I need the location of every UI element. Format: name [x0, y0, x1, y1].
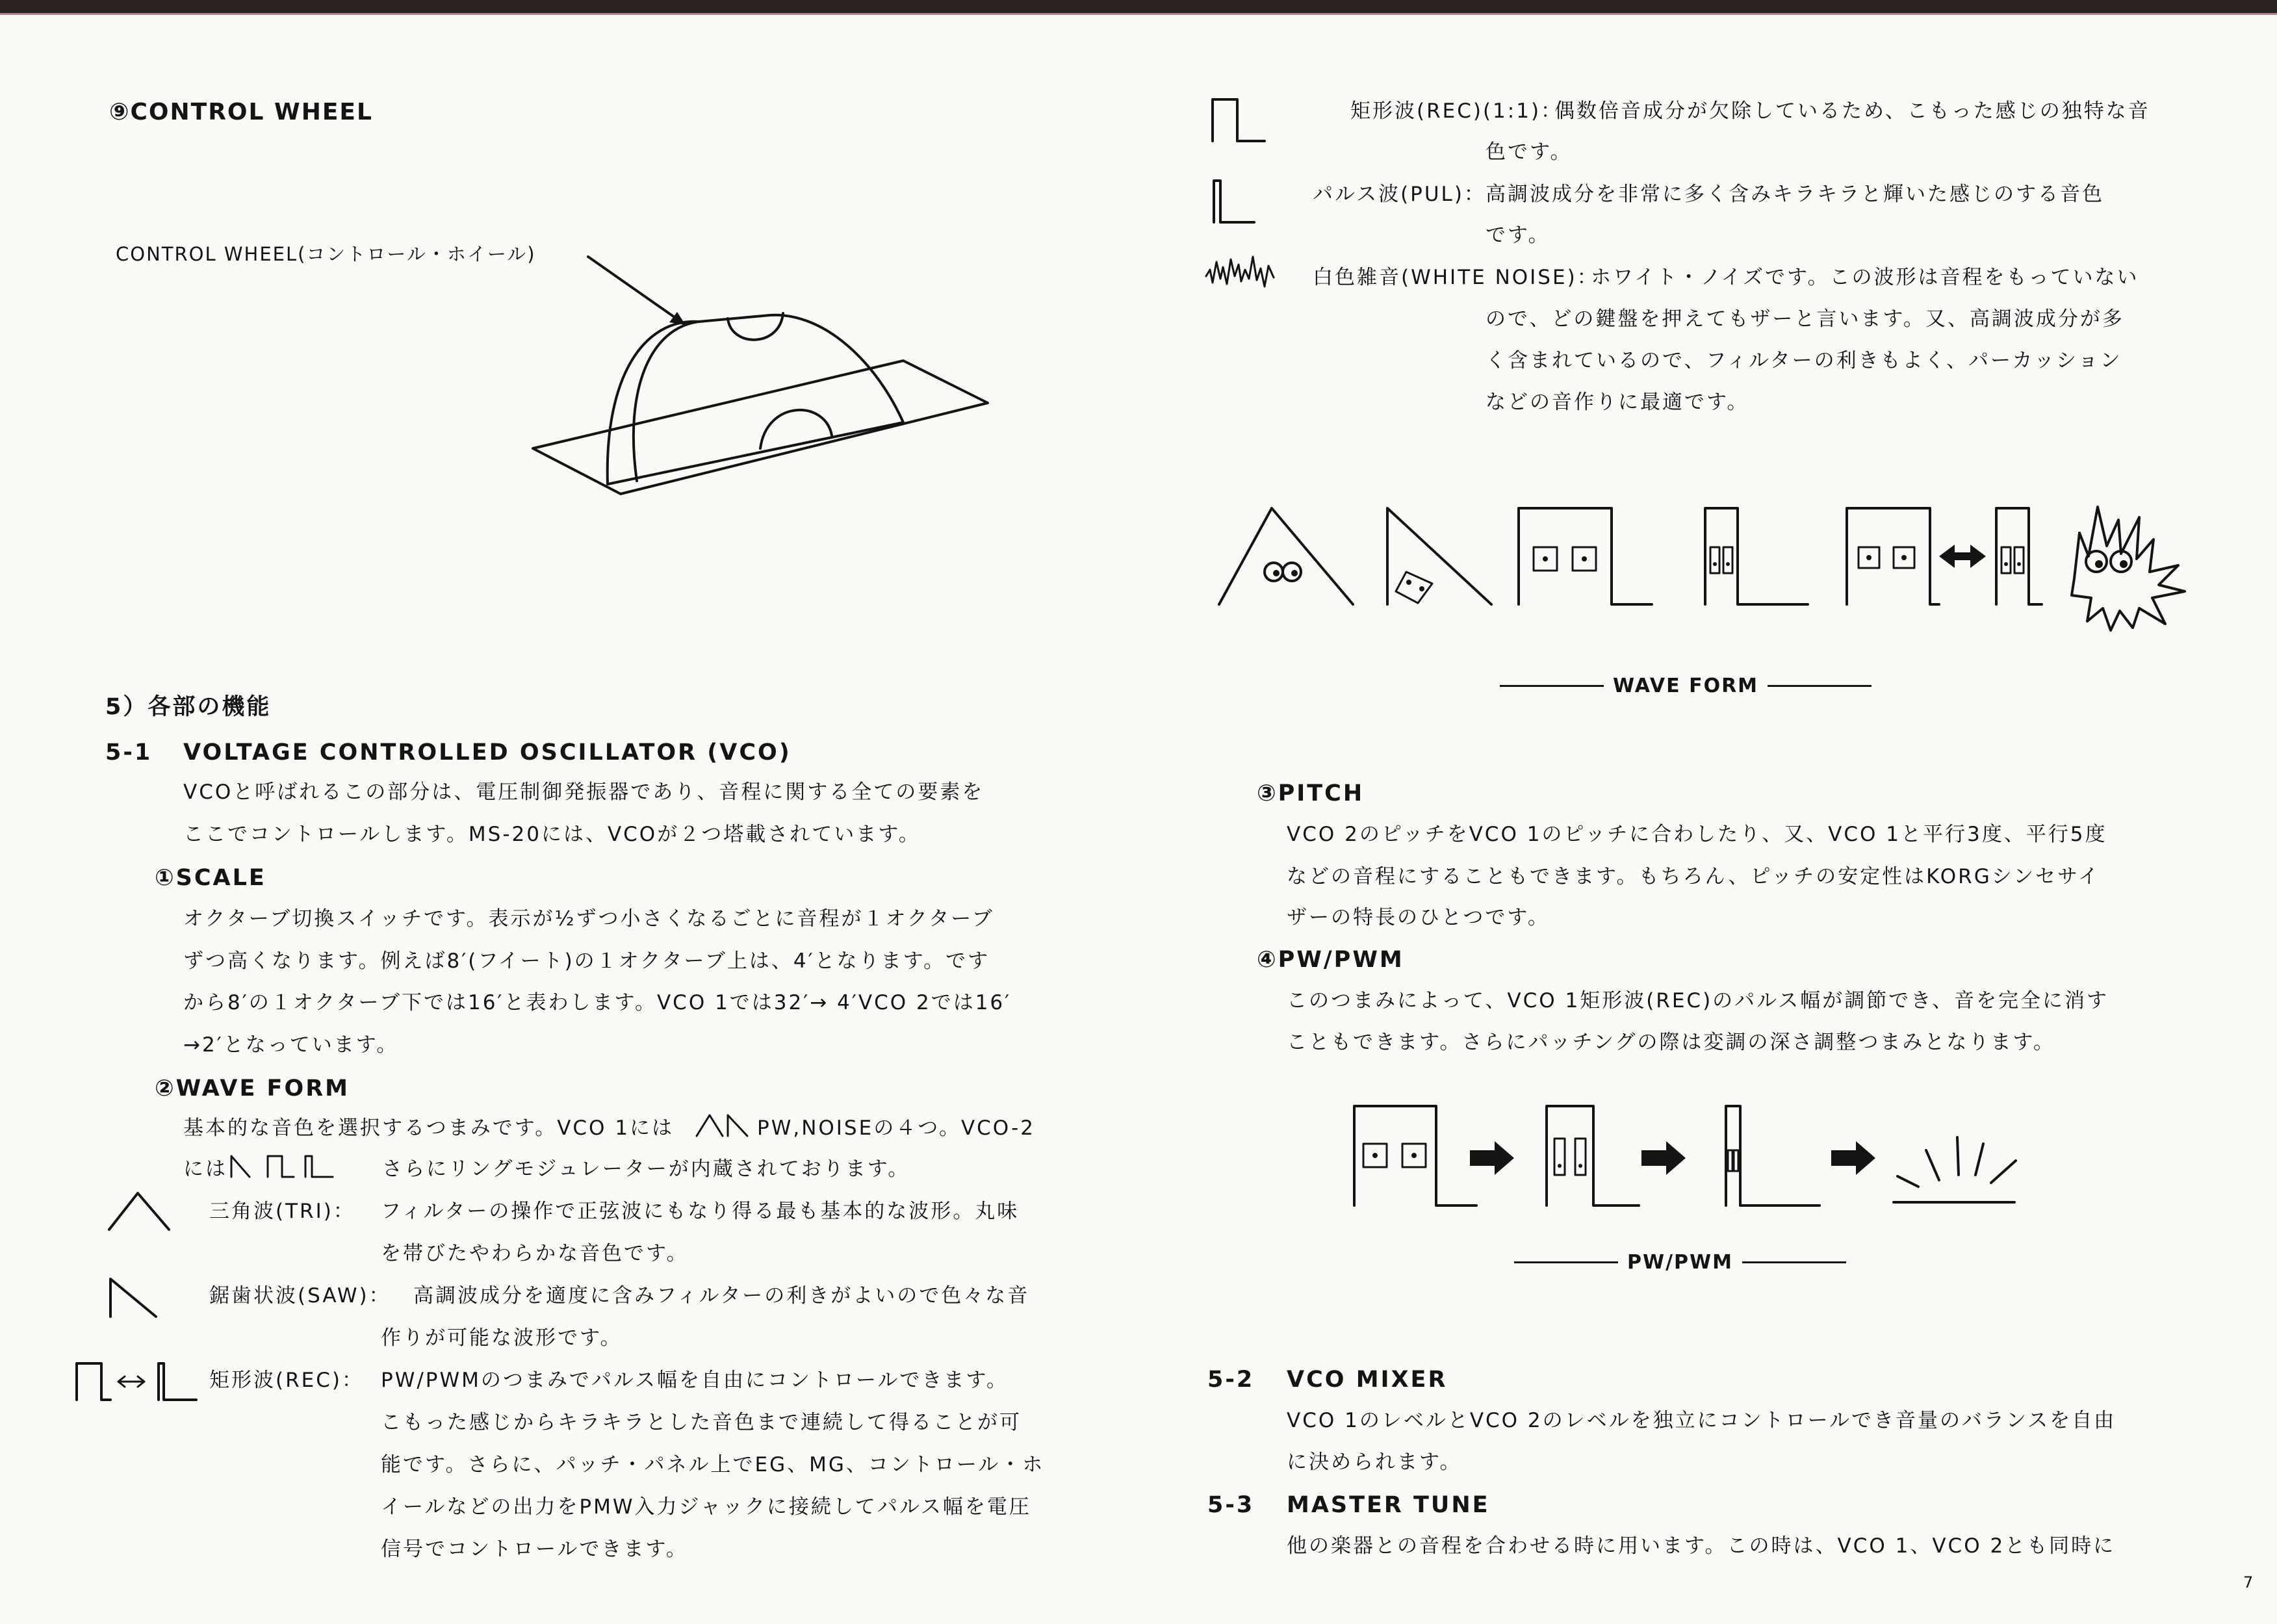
pitch-body-line: などの音程にすることもできます。もちろん、ピッチの安定性はKORGシンセサイ: [1287, 865, 2100, 888]
pwpwm-caption-text: PW/PWM: [1627, 1251, 1733, 1274]
scale-body-line: から8′の１オクターブ下では16′と表わします。VCO 1では32′→ 4′VCO 2では16′: [183, 991, 1012, 1014]
rec-body-line: 能です。さらに、パッチ・パネル上でEG、MG、コントロール・ホ: [381, 1453, 1045, 1476]
caption-rule: [1500, 685, 1604, 687]
waveform-body-line: 基本的な音色を選択するつまみです。VCO 1には: [183, 1116, 675, 1140]
tri-body-line: フィルターの操作で正弦波にもなり得る最も基本的な波形。丸味: [381, 1200, 1020, 1223]
right-page: [1138, 0, 2277, 1624]
waveform-caption-text: WAVE FORM: [1613, 675, 1759, 697]
waveform-caption: [1500, 675, 1872, 697]
pul-label: パルス波(PUL)：: [1313, 183, 1486, 206]
sawtooth-wave-icon: [104, 1275, 175, 1321]
saw-body-line: 高調波成分を適度に含みフィルターの利きがよいので色々な音: [413, 1284, 1030, 1308]
tri-saw-mini-icon: [694, 1113, 753, 1139]
saw-rec-pul-mini-icon: [229, 1154, 346, 1179]
mixer-body-line: VCO 1のレベルとVCO 2のレベルを独立にコントロールでき音量のバランスを自由: [1287, 1409, 2116, 1432]
square-wave-icon: [1209, 94, 1267, 146]
scale-body-line: →2′となっています。: [183, 1033, 399, 1057]
master-tune-body-line: 他の楽器との音程を合わせる時に用います。この時は、VCO 1、VCO 2とも同時に: [1287, 1534, 2116, 1558]
control-wheel-heading: ⑨CONTROL WHEEL: [109, 99, 373, 125]
noise-body-line: ので、どの鍵盤を押えてもザーと言います。又、高調波成分が多: [1486, 307, 2124, 331]
saw-label: 鋸歯状波(SAW)：: [209, 1284, 391, 1308]
pwpwm-caption: [1514, 1251, 1846, 1274]
vco-body-line: ここでコントロールします。MS-20には、VCOが２つ塔載されています。: [183, 823, 921, 846]
noise-label: 白色雑音(WHITE NOISE)：: [1313, 266, 1599, 289]
waveform-cartoon-illustration: [1138, 494, 2277, 643]
saw-body-line: 作りが可能な波形です。: [381, 1326, 623, 1350]
scale-body-line: オクターブ切換スイッチです。表示が½ずつ小さくなるごとに音程が１オクターブ: [183, 907, 994, 931]
caption-rule: [1768, 685, 1872, 687]
control-wheel-callout-label: CONTROL WHEEL(コントロール・ホイール): [116, 243, 536, 265]
section-5-1-title: VOLTAGE CONTROLLED OSCILLATOR (VCO): [183, 740, 791, 766]
pwpwm-illustration: [1138, 1098, 2277, 1222]
rec-body-line: こもった感じからキラキラとした音色まで連続して得ることが可: [381, 1411, 1022, 1434]
caption-rule: [1742, 1261, 1846, 1263]
noise-body-line: く含まれているので、フィルターの利きもよく、パーカッション: [1486, 349, 2122, 372]
waveform-heading: ②WAVE FORM: [155, 1076, 350, 1102]
rec-body-line: イールなどの出力をPMW入力ジャックに接続してパルス幅を電圧: [381, 1495, 1031, 1519]
page-number: 7: [2243, 1573, 2254, 1592]
pitch-body-line: VCO 2のピッチをVCO 1のピッチに合わしたり、又、VCO 1と平行3度、平行5度: [1287, 823, 2107, 846]
triangle-wave-icon: [104, 1189, 175, 1235]
section-5-1-number: 5-1: [105, 740, 153, 766]
rec-body-line: PW/PWMのつまみでパルス幅を自由にコントロールできます。: [381, 1369, 1009, 1392]
caption-rule: [1514, 1261, 1618, 1263]
rec11-body-line: 色です。: [1486, 140, 1573, 164]
noise-body-line: などの音作りに最適です。: [1486, 391, 1749, 414]
mixer-body-line: に決められます。: [1287, 1450, 1462, 1474]
noise-body-line: ホワイト・ノイズです。この波形は音程をもっていない: [1591, 266, 2139, 289]
pul-body-line: 高調波成分を非常に多く含みキラキラと輝いた感じのする音色: [1486, 183, 2104, 206]
waveform-body-line: PW,NOISEの４つ。VCO-2: [757, 1116, 1035, 1140]
pul-body-line: です。: [1486, 224, 1550, 247]
tri-label: 三角波(TRI)：: [209, 1200, 355, 1223]
scale-heading: ①SCALE: [155, 865, 266, 891]
pwpwm-body-line: こともできます。さらにパッチングの際は変調の深さ調整つまみとなります。: [1287, 1031, 2055, 1054]
waveform-body-line: には: [183, 1157, 227, 1181]
section-title: 5）各部の機能: [105, 694, 272, 720]
section-5-2-title: VCO MIXER: [1287, 1367, 1448, 1393]
rec-label: 矩形波(REC)：: [209, 1369, 364, 1392]
section-5-3-title: MASTER TUNE: [1287, 1492, 1490, 1518]
section-5-3-number: 5-3: [1207, 1492, 1255, 1518]
rec11-body-line: 偶数倍音成分が欠除しているため、こもった感じの独特な音: [1554, 99, 2150, 123]
noise-wave-icon: [1203, 250, 1281, 296]
tri-body-line: を帯びたやわらかな音色です。: [381, 1242, 689, 1265]
waveform-body-line: さらにリングモジュレーターが内蔵されております。: [382, 1157, 910, 1181]
vco-body-line: VCOと呼ばれるこの部分は、電圧制御発振器であり、音程に関する全ての要素を: [183, 780, 984, 804]
rec-body-line: 信号でコントロールできます。: [381, 1538, 688, 1561]
pulse-wave-icon: [1209, 175, 1267, 227]
pitch-body-line: ザーの特長のひとつです。: [1287, 906, 1550, 929]
rec11-label: 矩形波(REC)(1:1)：: [1350, 99, 1563, 123]
pwpwm-body-line: このつまみによって、VCO 1矩形波(REC)のパルス幅が調節でき、音を完全に消す: [1287, 989, 2109, 1012]
pwpwm-heading: ④PW/PWM: [1257, 947, 1404, 973]
scale-body-line: ずつ高くなります。例えば8′(フイート)の１オクターブ上は、4′となります。です: [183, 949, 990, 973]
left-page: [0, 0, 1138, 1624]
section-5-2-number: 5-2: [1207, 1367, 1255, 1393]
pitch-heading: ③PITCH: [1257, 780, 1365, 806]
rec-to-pulse-wave-icon: [73, 1358, 203, 1404]
control-wheel-illustration: [0, 0, 1138, 585]
